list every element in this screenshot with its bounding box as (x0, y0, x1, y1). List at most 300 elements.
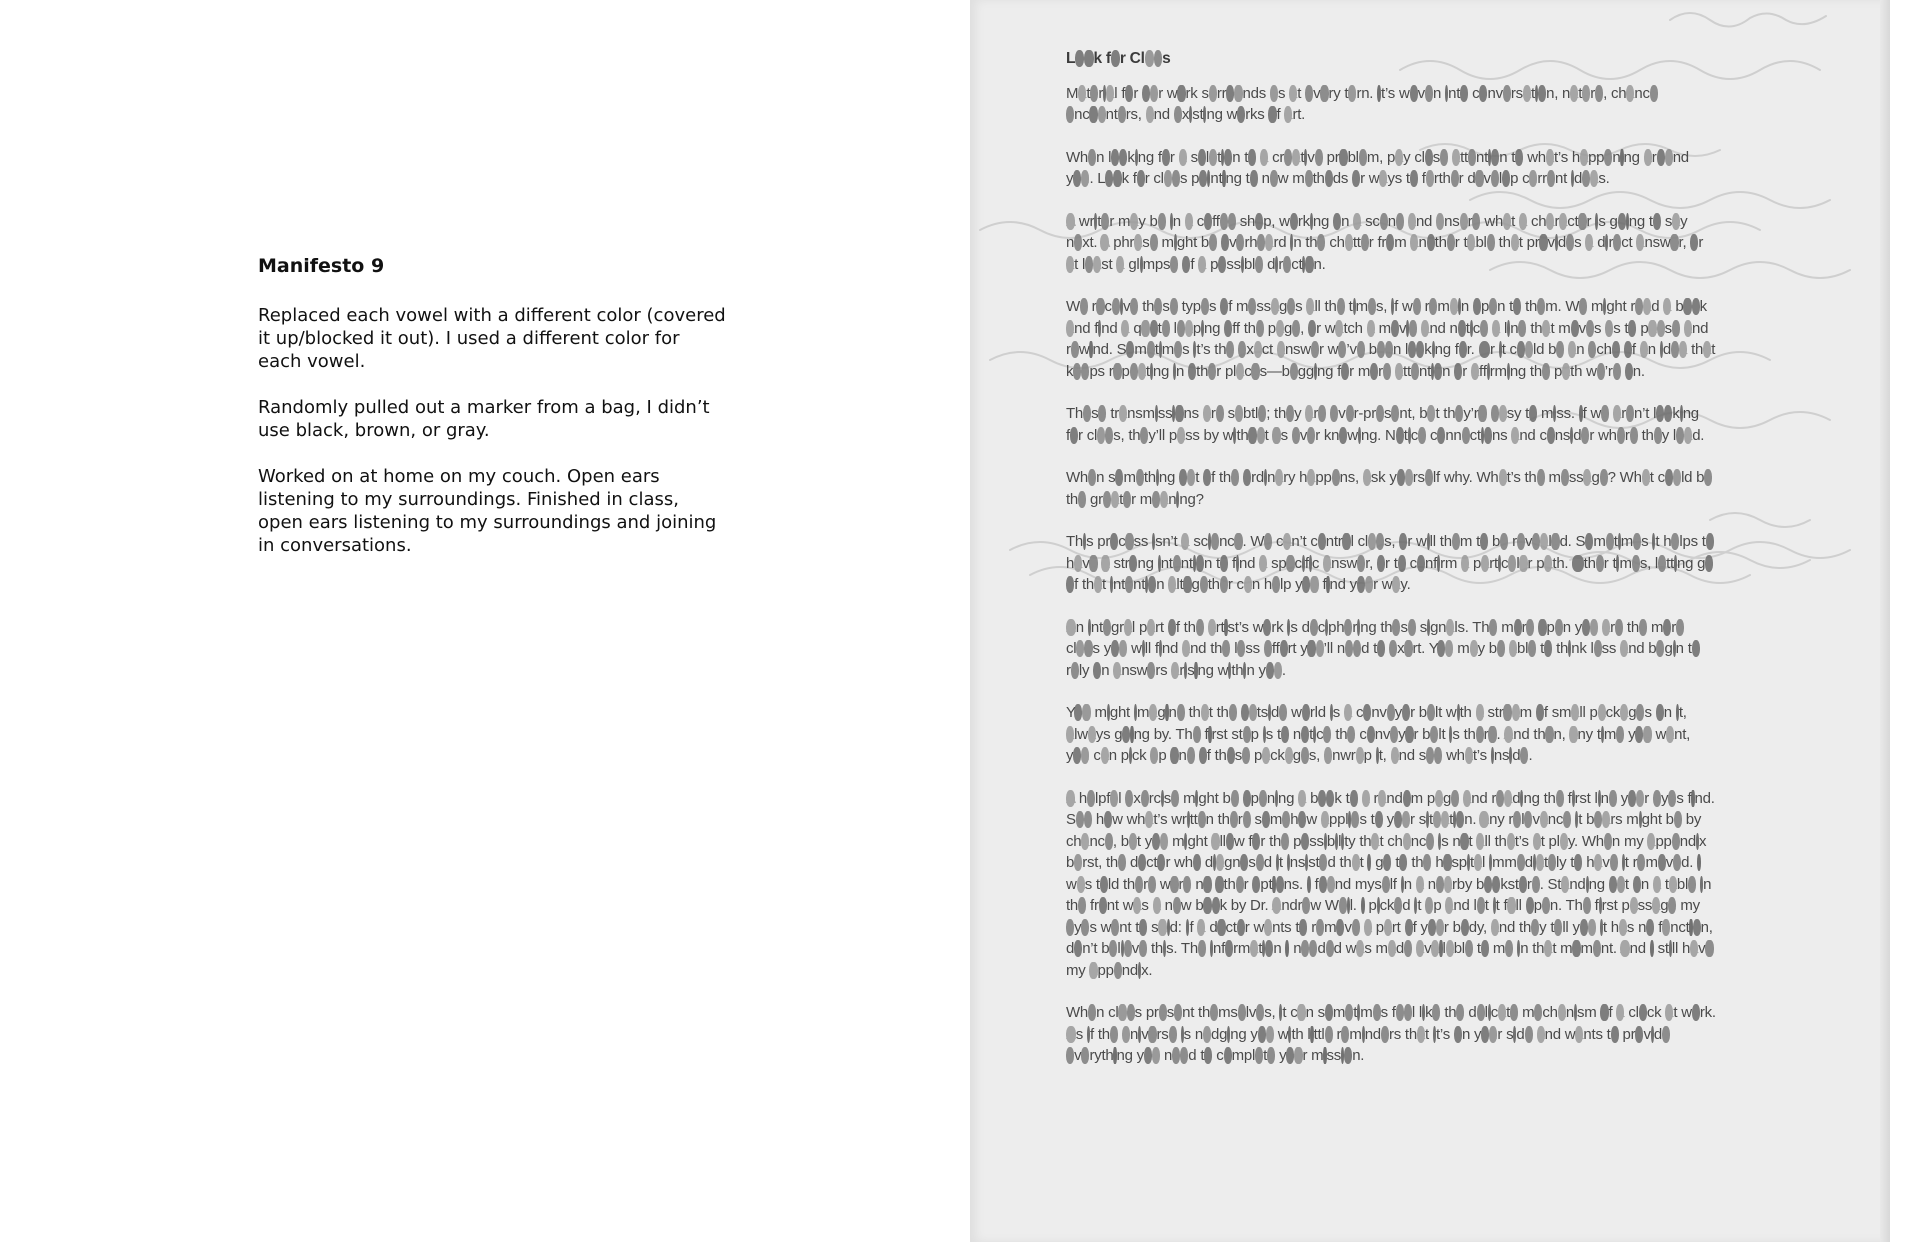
vowel-mark: e (1389, 640, 1398, 657)
vowel-mark: e (1404, 640, 1413, 657)
vowel-mark: i (1600, 725, 1604, 743)
vowel-mark: a (1200, 704, 1209, 721)
vowel-mark: a (1690, 940, 1699, 957)
vowel-mark: e (1109, 940, 1118, 957)
vowel-mark: e (1649, 84, 1658, 102)
vowel-mark: e (1392, 618, 1401, 636)
vowel-mark: e (1172, 1047, 1181, 1064)
vowel-mark: e (1424, 469, 1433, 486)
vowel-mark: i (1134, 148, 1138, 166)
vowel-mark: o (1690, 234, 1699, 251)
vowel-mark: e (1656, 640, 1665, 657)
vowel-mark: a (1366, 319, 1375, 337)
vowel-mark: a (1620, 704, 1629, 721)
vowel-mark: i (1406, 319, 1410, 337)
vowel-mark: i (1449, 725, 1453, 743)
article-paragraph: When something out of the ordinary happens, ask yourself why. What’s the message? What could be the greater meaning? (1066, 469, 1713, 508)
vowel-mark: a (1703, 341, 1712, 358)
vowel-mark: e (1531, 918, 1540, 936)
vowel-mark: e (1226, 341, 1235, 358)
vowel-mark: a (1470, 362, 1480, 380)
vowel-mark: e (1255, 1047, 1264, 1064)
vowel-mark: i (1490, 747, 1494, 764)
vowel-mark: o (1074, 704, 1083, 721)
vowel-mark: e (1084, 640, 1093, 657)
vowel-mark: e (1081, 918, 1090, 936)
vowel-mark: a (1666, 725, 1675, 743)
vowel-mark: a (1481, 554, 1490, 572)
vowel-mark: e (1138, 940, 1148, 957)
vowel-mark: e (1496, 789, 1505, 807)
vowel-mark: e (1310, 341, 1319, 358)
vowel-mark: a (1066, 725, 1075, 743)
vowel-mark: e (1490, 405, 1499, 422)
vowel-mark: a (1262, 747, 1271, 764)
vowel-mark: i (1155, 469, 1159, 486)
vowel-mark: e (1111, 918, 1120, 936)
vowel-mark: u (1110, 789, 1119, 807)
vowel-mark: i (1507, 319, 1511, 337)
vowel-mark: e (1380, 1025, 1389, 1043)
vowel-mark: o (1110, 533, 1119, 550)
vowel-mark: i (1157, 554, 1161, 572)
vowel-mark: e (1614, 618, 1623, 636)
vowel-mark: e (1520, 747, 1529, 764)
vowel-mark: a (1353, 212, 1362, 230)
vowel-mark: o (1105, 170, 1114, 187)
vowel-mark: a (1532, 832, 1541, 850)
vowel-mark: e (1417, 426, 1427, 444)
vowel-mark: e (1255, 255, 1264, 273)
vowel-mark: i (1554, 234, 1558, 251)
vowel-mark: e (1241, 747, 1251, 764)
vowel-mark: e (1169, 298, 1178, 315)
vowel-mark: a (1446, 618, 1455, 636)
vowel-mark: o (1219, 554, 1229, 572)
vowel-mark: u (1294, 1047, 1303, 1064)
vowel-mark: e (1582, 170, 1591, 187)
vowel-mark: o (1399, 854, 1408, 871)
vowel-mark: e (1671, 533, 1680, 550)
vowel-mark: u (1656, 319, 1665, 337)
vowel-mark: e (1229, 811, 1238, 828)
vowel-mark: a (1434, 789, 1444, 807)
vowel-mark: i (1154, 405, 1158, 422)
vowel-mark: e (1073, 362, 1082, 380)
vowel-mark: e (1304, 170, 1313, 187)
vowel-mark: o (1211, 897, 1220, 914)
vowel-mark: i (1597, 789, 1601, 807)
vowel-mark: a (1066, 319, 1075, 337)
vowel-mark: o (1341, 362, 1350, 380)
vowel-mark: a (1130, 212, 1139, 230)
vowel-mark: a (1613, 405, 1622, 422)
vowel-mark: a (1356, 940, 1365, 957)
vowel-mark: e (1456, 1004, 1465, 1021)
vowel-mark: i (1570, 426, 1574, 444)
vowel-mark: e (1111, 298, 1120, 315)
vowel-mark: i (1334, 832, 1339, 850)
vowel-mark: e (1510, 1004, 1519, 1021)
vowel-mark: o (1129, 554, 1138, 572)
vowel-mark: a (1498, 405, 1507, 422)
vowel-mark: i (1438, 832, 1442, 850)
vowel-mark: o (1157, 854, 1166, 871)
vowel-mark: i (1341, 832, 1345, 850)
vowel-mark: a (1511, 426, 1520, 444)
vowel-mark: a (1260, 148, 1269, 166)
vowel-mark: i (1348, 811, 1352, 828)
page-margin (1890, 0, 1920, 1242)
vowel-mark: i (1492, 897, 1496, 914)
vowel-mark: e (1608, 789, 1617, 807)
vowel-mark: a (1492, 319, 1501, 337)
vowel-mark: o (1356, 576, 1365, 593)
vowel-mark: a (1473, 854, 1482, 871)
vowel-mark: a (1575, 1025, 1584, 1043)
vowel-mark: I (1285, 940, 1290, 957)
vowel-mark: e (1455, 405, 1464, 422)
vowel-mark: u (1524, 341, 1533, 358)
vowel-mark: a (1253, 341, 1262, 358)
article-paragraph: An integral part of the artist’s work is deciphering these signals. The more open you are the more clues you will find and the less effort you’ll need to exert. You may be able to think less and begin to rely on answers arising within you. (1066, 618, 1700, 679)
vowel-mark: u (1508, 554, 1517, 572)
vowel-mark: i (1469, 319, 1473, 337)
vowel-mark: i (1675, 704, 1679, 721)
vowel-mark: o (1705, 533, 1714, 550)
vowel-mark: e (1309, 618, 1318, 636)
vowel-mark: i (1186, 811, 1190, 828)
vowel-mark: a (1184, 212, 1193, 230)
vowel-mark: e (1125, 576, 1134, 593)
vowel-mark: e (1595, 84, 1604, 102)
vowel-mark: e (1486, 234, 1495, 251)
vowel-mark: a (1672, 212, 1681, 230)
vowel-mark: i (1599, 918, 1603, 936)
vowel-mark: a (1371, 832, 1380, 850)
vowel-mark: e (1344, 618, 1353, 636)
vowel-mark: e (1282, 811, 1291, 828)
vowel-mark: e (1472, 212, 1481, 230)
vowel-mark: i (1439, 940, 1443, 957)
vowel-mark: i (1445, 84, 1449, 102)
vowel-mark: i (1208, 725, 1212, 743)
vowel-mark: u (1435, 918, 1444, 936)
vowel-mark: a (1093, 576, 1103, 593)
vowel-mark: i (1302, 255, 1306, 273)
vowel-mark: a (1467, 234, 1476, 251)
vowel-mark: e (1412, 298, 1421, 315)
vowel-mark: i (1165, 704, 1169, 721)
vowel-mark: a (1643, 298, 1652, 315)
vowel-mark: o (1538, 84, 1547, 102)
article-paragraph: Material for our work surrounds us at every turn. It’s woven into conversation, nature, chance encounters, and existing works of art. (1066, 84, 1658, 123)
vowel-mark: o (1197, 148, 1206, 166)
vowel-mark: e (1345, 405, 1354, 422)
vowel-mark: a (1387, 940, 1396, 957)
vowel-mark: e (1324, 1025, 1333, 1043)
vowel-mark: a (1507, 897, 1516, 914)
vowel-mark: o (1570, 319, 1579, 337)
vowel-mark: e (1075, 811, 1084, 828)
vowel-mark: i (1414, 897, 1418, 914)
vowel-mark: e (1631, 554, 1640, 572)
vowel-mark: a (1557, 1004, 1566, 1021)
vowel-mark: i (1689, 918, 1693, 936)
vowel-mark: o (1691, 640, 1700, 657)
vowel-mark: u (1326, 875, 1335, 893)
vowel-mark: i (1326, 576, 1330, 593)
vowel-mark: e (1518, 319, 1527, 337)
vowel-mark: i (1106, 704, 1110, 721)
vowel-mark: o (1635, 725, 1644, 743)
vowel-mark: o (1265, 940, 1274, 957)
vowel-mark: a (1207, 618, 1216, 636)
vowel-mark: e (1603, 832, 1612, 850)
vowel-mark: e (1676, 618, 1685, 636)
vowel-mark: i (1341, 1047, 1345, 1064)
vowel-mark: a (1540, 533, 1549, 550)
vowel-mark: e (1555, 789, 1564, 807)
vowel-mark: e (1078, 897, 1087, 914)
vowel-mark: o (1066, 576, 1075, 593)
vowel-mark: o (1434, 362, 1443, 380)
vowel-mark: i (1267, 704, 1272, 721)
vowel-mark: e (1563, 811, 1572, 828)
vowel-mark: a (1171, 661, 1180, 679)
vowel-mark: a (1160, 490, 1169, 508)
vowel-mark: i (1262, 940, 1266, 957)
vowel-mark: e (1219, 576, 1228, 593)
vowel-mark: e (1341, 1025, 1350, 1043)
vowel-mark: u (1076, 640, 1085, 657)
vowel-mark: e (1670, 234, 1679, 251)
vowel-mark: e (1183, 875, 1192, 893)
vowel-mark: a (1683, 319, 1692, 337)
vowel-mark: e (1122, 490, 1132, 508)
vowel-mark: e (1113, 362, 1122, 380)
vowel-mark: e (1353, 640, 1362, 657)
vowel-mark: i (1437, 554, 1441, 572)
vowel-mark: i (1700, 875, 1704, 893)
vowel-mark: u (1459, 212, 1468, 230)
vowel-mark: o (1225, 940, 1234, 957)
vowel-mark: e (1176, 704, 1185, 721)
vowel-mark: e (1197, 811, 1206, 828)
vowel-mark: e (1496, 640, 1505, 657)
vowel-mark: i (1309, 212, 1313, 230)
vowel-mark: i (1620, 148, 1624, 166)
vowel-mark: O (1478, 341, 1490, 358)
vowel-mark: i (1180, 1025, 1184, 1043)
vowel-mark: A (1271, 897, 1282, 914)
vowel-mark: o (1204, 1047, 1213, 1064)
vowel-mark: e (1079, 298, 1088, 315)
vowel-mark: i (1357, 426, 1361, 444)
vowel-mark: i (1313, 362, 1318, 380)
vowel-mark: i (1176, 490, 1180, 508)
vowel-mark: a (1168, 576, 1177, 593)
vowel-mark: i (1605, 234, 1609, 251)
vowel-mark: o (1299, 918, 1308, 936)
vowel-mark: e (1585, 319, 1594, 337)
vowel-mark: e (1330, 405, 1339, 422)
vowel-mark: e (1331, 469, 1340, 486)
vowel-mark: o (1111, 148, 1120, 166)
vowel-mark: i (1570, 170, 1575, 187)
vowel-mark: i (1486, 362, 1490, 380)
vowel-mark: a (1306, 298, 1315, 315)
vowel-mark: e (1088, 469, 1097, 486)
vowel-mark: o (1224, 319, 1233, 337)
vowel-mark: o (1663, 618, 1672, 636)
vowel-mark: e (1426, 832, 1435, 850)
vowel-mark: a (1363, 918, 1372, 936)
vowel-mark: i (1672, 640, 1676, 657)
vowel-mark: e (1158, 1004, 1167, 1021)
vowel-mark: o (1110, 50, 1120, 67)
vowel-mark: i (1158, 341, 1162, 358)
vowel-mark: o (1249, 170, 1258, 187)
vowel-mark: a (1415, 875, 1424, 893)
vowel-mark: u (1590, 618, 1599, 636)
vowel-mark: o (1393, 811, 1402, 828)
vowel-mark: i (1184, 661, 1188, 679)
vowel-mark: e (1170, 875, 1179, 893)
vowel-mark: e (1658, 554, 1667, 572)
vowel-mark: o (1405, 725, 1414, 743)
vowel-mark: o (1317, 533, 1326, 550)
vowel-mark: e (1450, 170, 1459, 187)
vowel-mark: u (1348, 84, 1357, 102)
vowel-mark: a (1542, 319, 1551, 337)
vowel-mark: e (1461, 426, 1470, 444)
vowel-mark: e (1286, 405, 1295, 422)
vowel-mark: e (1292, 319, 1301, 337)
vowel-mark: i (1203, 106, 1207, 123)
vowel-mark: e (1307, 426, 1316, 444)
vowel-mark: a (1344, 234, 1353, 251)
vowel-mark: a (1320, 811, 1330, 828)
vowel-mark: e (1541, 362, 1551, 380)
vowel-mark: u (1209, 148, 1218, 166)
vowel-mark: o (1265, 661, 1274, 679)
vowel-mark: o (1479, 84, 1488, 102)
vowel-mark: u (1160, 832, 1169, 850)
vowel-mark: i (1233, 426, 1237, 444)
vowel-mark: u (1141, 319, 1150, 337)
vowel-mark: o (1538, 618, 1547, 636)
vowel-mark: o (1110, 640, 1120, 657)
vowel-mark: e (1281, 832, 1290, 850)
vowel-mark: e (1671, 319, 1680, 337)
vowel-mark: e (1222, 640, 1231, 657)
vowel-mark: e (1263, 640, 1272, 657)
vowel-mark: i (1575, 811, 1579, 828)
article-paragraph: When clues present themselves, it can sometimes feel like the delicate mechanism of a clock at work. As if the universe is nudging you with little reminders that it’s on your side and wants to provide everything you need to complete your mission. (1066, 1004, 1716, 1064)
vowel-mark: a (1536, 1025, 1545, 1043)
vowel-mark: a (1490, 918, 1499, 936)
vowel-mark: i (1376, 897, 1380, 914)
vowel-mark: e (1560, 469, 1569, 486)
vowel-mark: e (1652, 789, 1661, 807)
vowel-mark: o (1261, 811, 1270, 828)
vowel-mark: o (1073, 747, 1082, 764)
vowel-mark: e (1231, 469, 1240, 486)
vowel-mark: i (1200, 319, 1205, 337)
vowel-mark: e (1263, 533, 1273, 550)
vowel-mark: a (1335, 319, 1344, 337)
vowel-mark: u (1445, 640, 1454, 657)
vowel-mark: o (1263, 618, 1272, 636)
vowel-mark: u (1081, 747, 1090, 764)
vowel-mark: o (1324, 1004, 1333, 1021)
vowel-mark: i (1189, 106, 1193, 123)
vowel-mark: i (1488, 148, 1492, 166)
vowel-mark: a (1323, 554, 1332, 572)
scanned-page (970, 0, 1890, 1242)
vowel-mark: e (1130, 298, 1139, 315)
vowel-mark: e (1086, 789, 1096, 807)
vowel-mark: o (1226, 84, 1235, 102)
vowel-mark: e (1541, 897, 1550, 914)
vowel-mark: e (1581, 426, 1590, 444)
vowel-mark: e (1289, 362, 1298, 380)
vowel-mark: e (1500, 533, 1509, 550)
vowel-mark: a (1643, 148, 1652, 166)
vowel-mark: i (1497, 554, 1501, 572)
vowel-mark: u (1202, 1025, 1211, 1043)
vowel-mark: i (1274, 789, 1279, 807)
vowel-mark: u (1672, 469, 1682, 486)
vowel-mark: a (1087, 725, 1096, 743)
vowel-mark: e (1636, 704, 1645, 721)
vowel-mark: o (1399, 533, 1408, 550)
vowel-mark: o (1617, 212, 1626, 230)
vowel-mark: e (1255, 854, 1264, 871)
vowel-mark: i (1679, 405, 1683, 422)
vowel-mark: i (1352, 298, 1356, 315)
vowel-mark: a (1216, 854, 1225, 871)
vowel-mark: o (1203, 897, 1212, 914)
manifesto-caption (258, 254, 728, 580)
vowel-mark: a (1390, 747, 1399, 764)
vowel-mark: e (1490, 170, 1499, 187)
vowel-mark: i (1489, 854, 1493, 871)
vowel-mark: a (1275, 319, 1284, 337)
vowel-mark: e (1338, 897, 1347, 914)
vowel-mark: a (1652, 875, 1661, 893)
vowel-mark: a (1618, 918, 1627, 936)
vowel-mark: u (1097, 106, 1106, 123)
vowel-mark: a (1684, 426, 1693, 444)
vowel-mark: e (1219, 212, 1228, 230)
vowel-mark: i (1128, 747, 1132, 764)
vowel-mark: o (1664, 469, 1673, 486)
vowel-mark: a (1197, 918, 1206, 936)
vowel-mark: e (1531, 875, 1540, 893)
vowel-mark: o (1218, 255, 1227, 273)
vowel-mark: o (1366, 725, 1375, 743)
vowel-mark: u (1118, 1004, 1127, 1021)
vowel-mark: o (1226, 747, 1235, 764)
vowel-mark: i (1668, 940, 1672, 957)
vowel-mark: i (1275, 854, 1279, 871)
vowel-mark: o (1638, 1004, 1647, 1021)
vowel-mark: i (1094, 212, 1098, 230)
vowel-mark: i (1194, 661, 1198, 679)
vowel-mark: o (1240, 854, 1249, 871)
